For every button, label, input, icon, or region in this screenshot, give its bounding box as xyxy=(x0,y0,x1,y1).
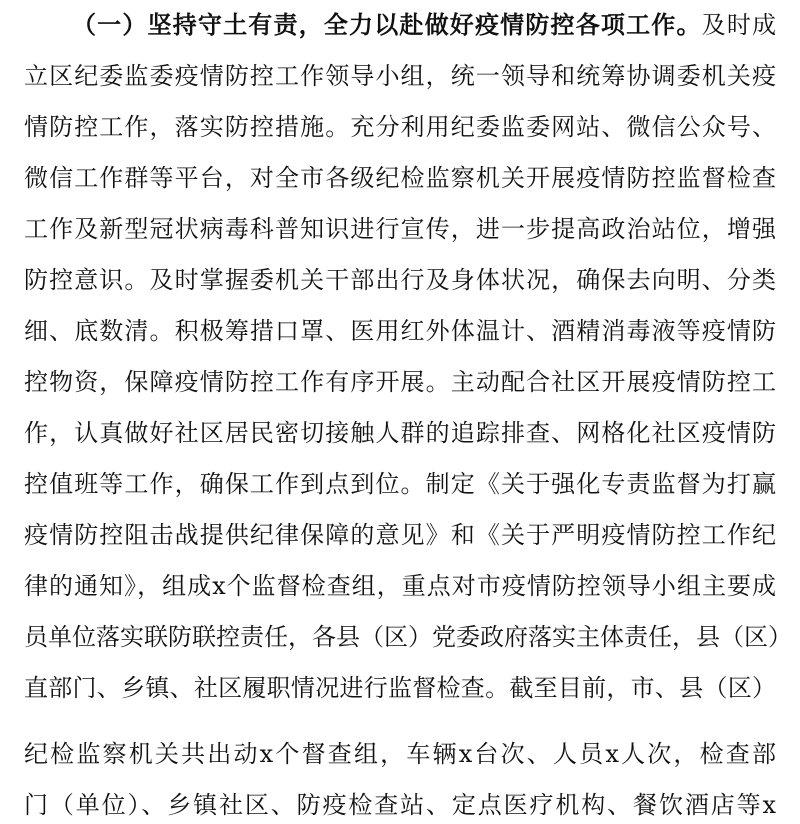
paragraph-line-10: 控值班等工作，确保工作到点到位。制定《关于强化专责监督为打赢 xyxy=(24,470,776,498)
paragraph-line-8: 控物资，保障疫情防控工作有序开展。主动配合社区开展疫情防控工 xyxy=(24,368,776,396)
paragraph-line-1 xyxy=(72,6,776,44)
paragraph-line-14: 直部门、乡镇、社区履职情况进行监督检查。截至目前，市、县（区） xyxy=(24,674,776,702)
paragraph-line-4: 微信工作群等平台，对全市各级纪检监察机关开展疫情防控监督检查 xyxy=(24,164,776,192)
paragraph-line-2: 立区纪委监委疫情防控工作领导小组，统一领导和统筹协调委机关疫 xyxy=(24,62,776,90)
paragraph-line-13: 员单位落实联防联控责任，各县（区）党委政府落实主体责任，县（区） xyxy=(24,623,792,651)
paragraph-line-16: 门（单位）、乡镇社区、防疫检查站、定点医疗机构、餐饮酒店等x xyxy=(24,791,776,819)
paragraph-line-15: 纪检监察机关共出动x个督查组，车辆x台次、人员x人次，检查部 xyxy=(24,740,776,768)
paragraph-line-11: 疫情防控阻击战提供纪律保障的意见》和《关于严明疫情防控工作纪 xyxy=(24,521,776,549)
paragraph-line-3: 情防控工作，落实防控措施。充分利用纪委监委网站、微信公众号、 xyxy=(24,113,776,141)
paragraph-line-6: 防控意识。及时掌握委机关干部出行及身体状况，确保去向明、分类 xyxy=(24,266,776,294)
paragraph-line-9: 作，认真做好社区居民密切接触人群的追踪排查、网格化社区疫情防 xyxy=(24,419,776,447)
paragraph-line-5: 工作及新型冠状病毒科普知识进行宣传，进一步提高政治站位，增强 xyxy=(24,215,776,243)
paragraph-line-7: 细、底数清。积极筹措口罩、医用红外体温计、酒精消毒液等疫情防 xyxy=(24,317,776,345)
paragraph-line-12: 律的通知》，组成x个监督检查组，重点对市疫情防控领导小组主要成 xyxy=(24,572,776,600)
section-heading: （一）坚持守土有责，全力以赴做好疫情防控各项工作。 xyxy=(72,11,702,39)
line-1-text: 及时成 xyxy=(701,11,777,39)
